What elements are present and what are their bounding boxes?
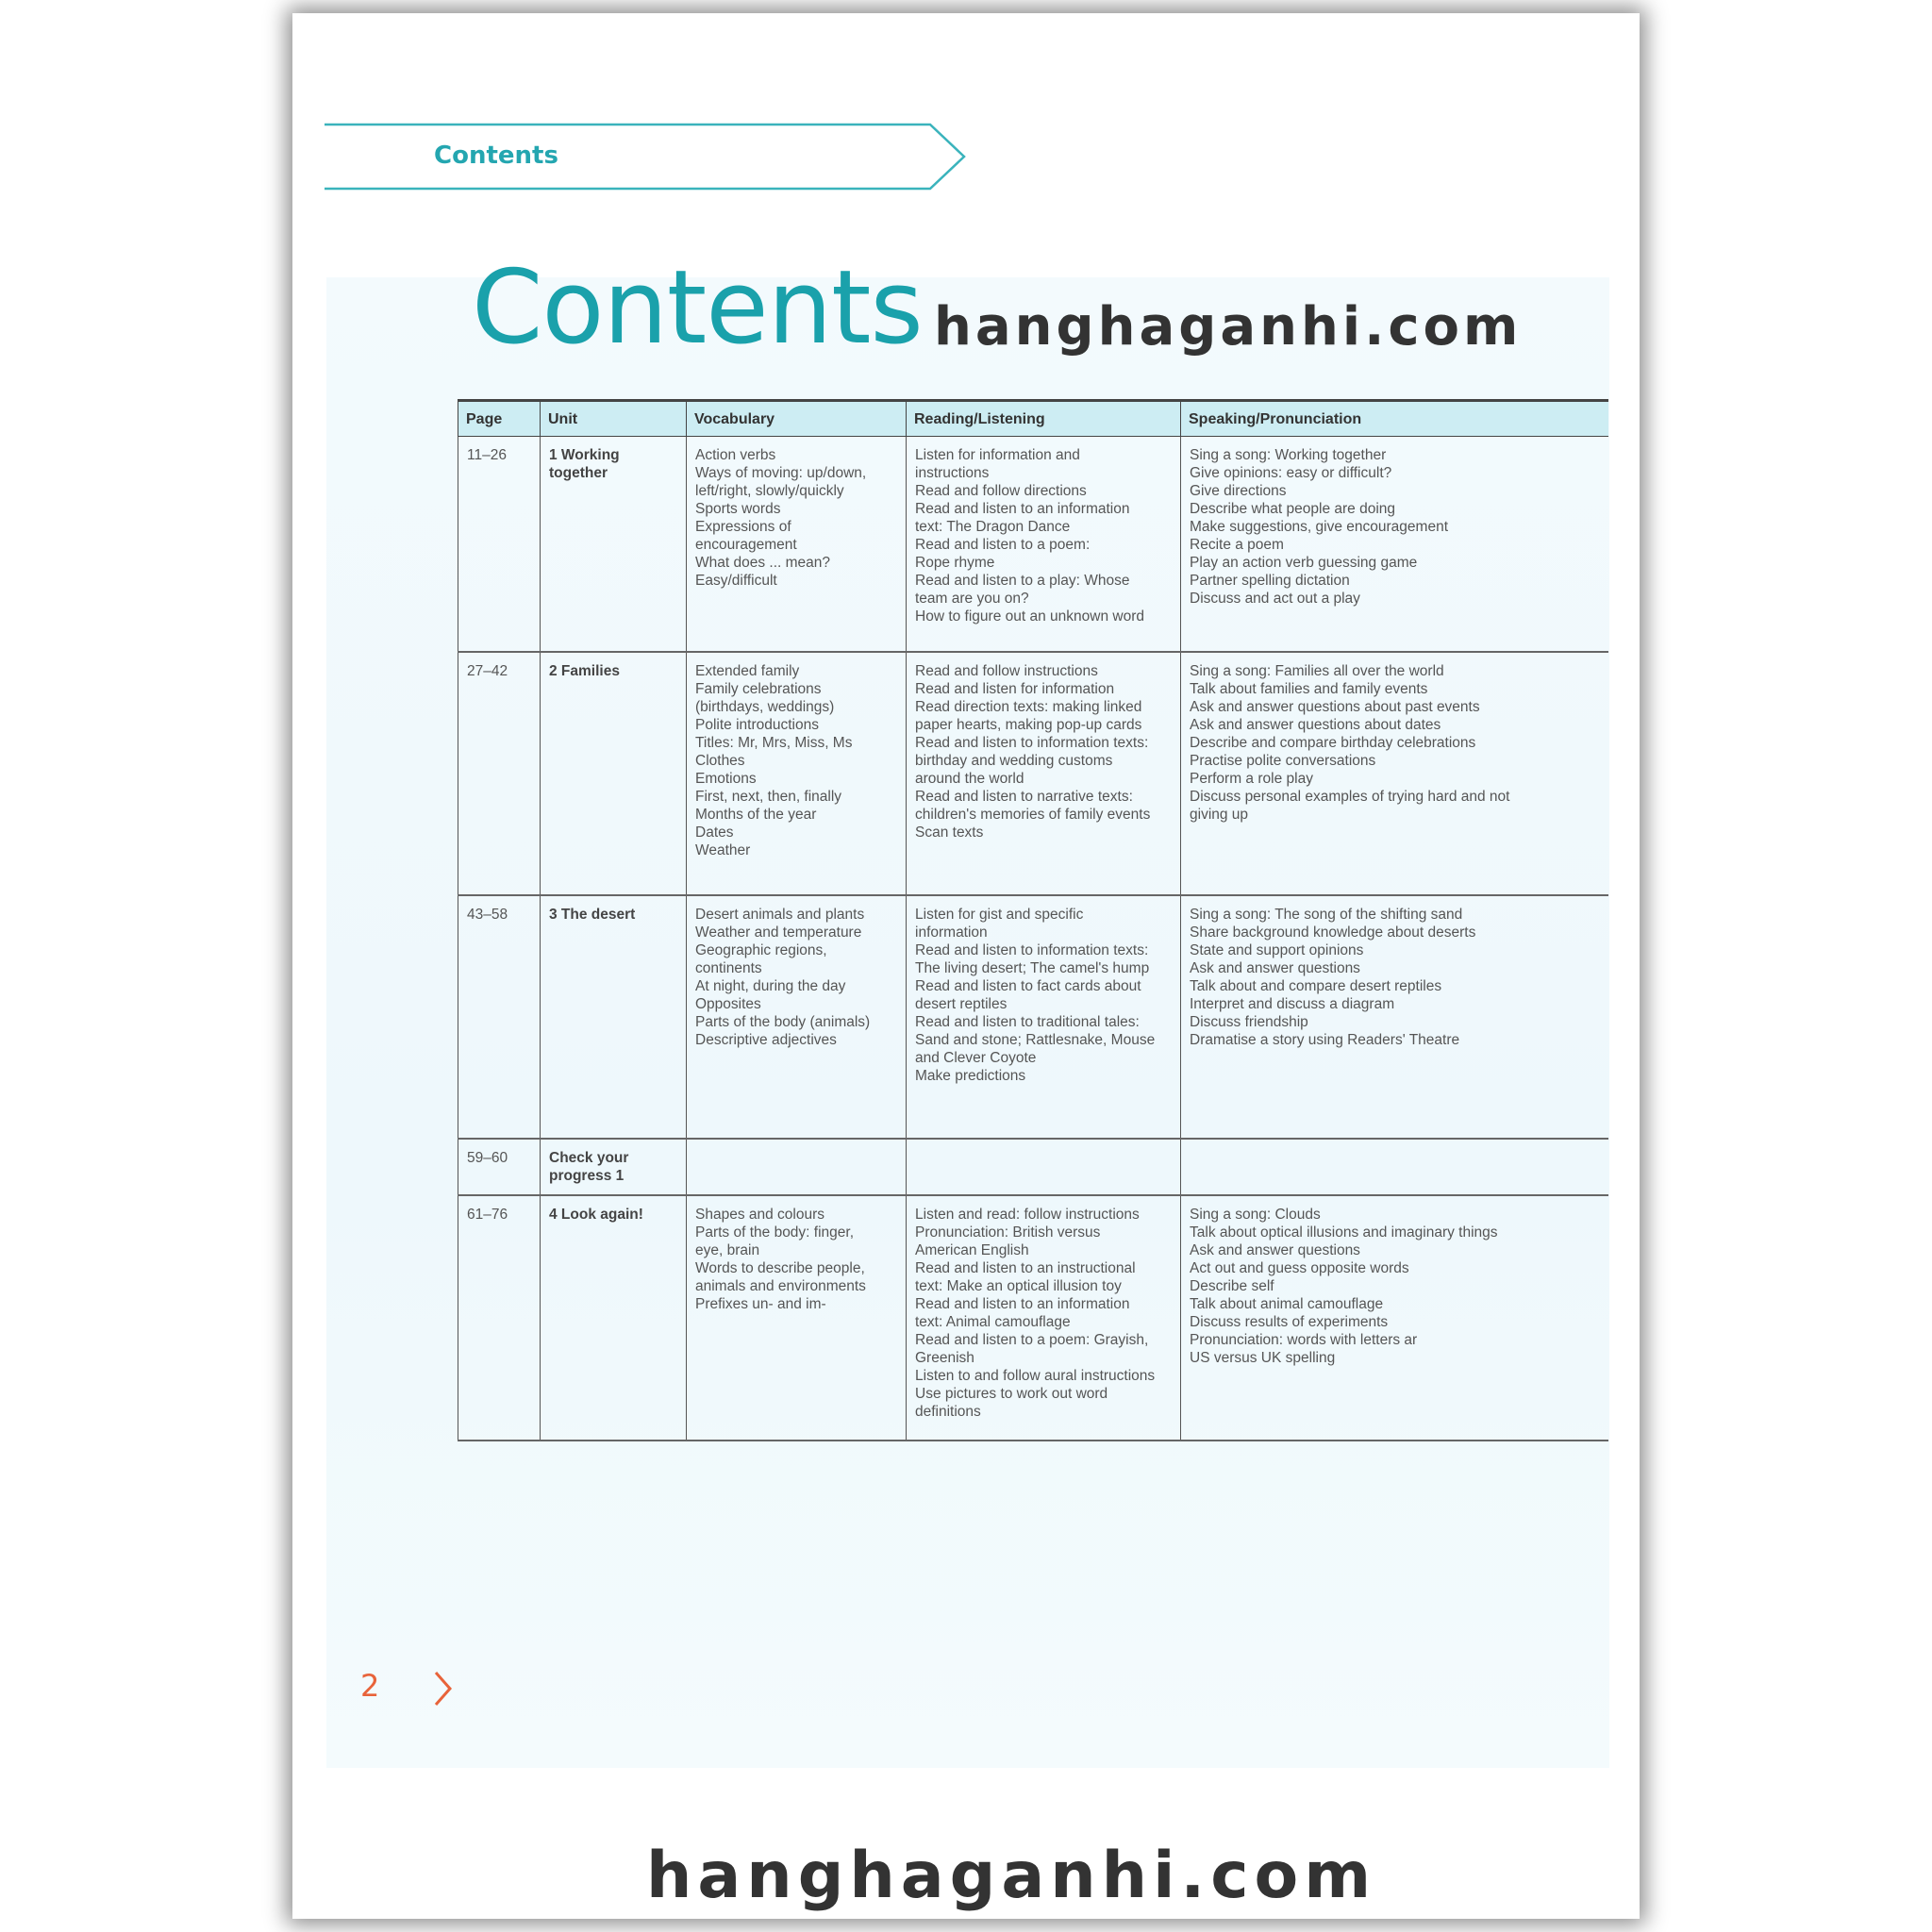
table-row <box>458 1195 1609 1441</box>
reading-line: Scan texts <box>915 824 984 841</box>
page-title: Contents <box>472 249 923 367</box>
speaking-line: Interpret and discuss a diagram <box>1190 995 1395 1012</box>
table-row <box>458 652 1609 895</box>
vocabulary-line: Parts of the body: finger, <box>695 1224 855 1241</box>
unit-cell <box>541 1195 687 1441</box>
unit-line: together <box>549 465 608 481</box>
speaking-line: Play an action verb guessing game <box>1190 555 1418 571</box>
reading-line: Read and listen to a play: Whose <box>915 573 1130 589</box>
vocabulary-line: Ways of moving: up/down, <box>695 465 867 481</box>
speaking-line: Discuss results of experiments <box>1190 1313 1389 1330</box>
vocabulary-line: Opposites <box>695 995 761 1012</box>
page-number: 2 <box>360 1668 380 1704</box>
speaking-line: Share background knowledge about deserts <box>1190 924 1476 941</box>
reading-line: Read and listen for information <box>915 680 1115 697</box>
unit-line: Check your <box>549 1149 629 1166</box>
speaking-line: US versus UK spelling <box>1190 1349 1336 1366</box>
speaking-line: giving up <box>1190 806 1249 823</box>
speaking-line: Practise polite conversations <box>1190 752 1376 769</box>
watermark-bottom: hanghaganhi.com <box>646 1839 1377 1913</box>
reading-line: information <box>915 924 988 941</box>
vocabulary-line: Family celebrations <box>695 680 822 697</box>
unit-cell <box>541 1139 687 1195</box>
speaking-line: Give opinions: easy or difficult? <box>1190 465 1392 481</box>
vocabulary-line: At night, during the day <box>695 977 846 994</box>
speaking-line: Pronunciation: words with letters ar <box>1190 1331 1418 1348</box>
reading-line: Pronunciation: British versus <box>915 1224 1101 1241</box>
reading-cell <box>907 895 1181 1139</box>
vocabulary-line: Expressions of <box>695 519 791 535</box>
speaking-cell <box>1181 437 1609 652</box>
vocabulary-line: What does ... mean? <box>695 555 831 571</box>
vocabulary-line: encouragement <box>695 537 797 553</box>
speaking-cell <box>1181 895 1609 1139</box>
page-cell: 61–76 <box>458 1195 541 1441</box>
vocabulary-line: Easy/difficult <box>695 573 777 589</box>
speaking-line: Recite a poem <box>1190 537 1284 553</box>
section-tab-arrow <box>292 108 972 202</box>
reading-line: definitions <box>915 1403 981 1420</box>
table-row <box>458 895 1609 1139</box>
reading-line: text: Animal camouflage <box>915 1313 1071 1330</box>
speaking-line: Ask and answer questions about dates <box>1190 716 1441 733</box>
table-row <box>458 1139 1609 1195</box>
speaking-line: Partner spelling dictation <box>1190 573 1350 589</box>
document-page <box>292 13 1640 1919</box>
speaking-line: Describe self <box>1190 1277 1274 1294</box>
reading-line: team are you on? <box>915 591 1029 607</box>
vocabulary-line: (birthdays, weddings) <box>695 698 835 715</box>
vocabulary-line: Extended family <box>695 662 800 679</box>
reading-cell <box>907 437 1181 652</box>
speaking-line: Sing a song: Working together <box>1190 447 1387 463</box>
vocabulary-line: eye, brain <box>695 1241 760 1258</box>
unit-cell <box>541 652 687 895</box>
reading-line: text: The Dragon Dance <box>915 519 1071 535</box>
unit-line: progress 1 <box>549 1167 625 1184</box>
reading-line: paper hearts, making pop-up cards <box>915 716 1142 733</box>
header-reading-listening: Reading/Listening <box>907 401 1181 437</box>
watermark-top: hanghaganhi.com <box>934 296 1523 358</box>
reading-line: Read and follow instructions <box>915 662 1098 679</box>
vocabulary-line: Shapes and colours <box>695 1206 825 1223</box>
speaking-line: Talk about and compare desert reptiles <box>1190 977 1442 994</box>
reading-line: Read and listen to narrative texts: <box>915 788 1133 805</box>
speaking-line: Give directions <box>1190 483 1287 499</box>
vocabulary-line: Dates <box>695 824 734 841</box>
speaking-line: Sing a song: Families all over the world <box>1190 662 1444 679</box>
vocabulary-line: Weather <box>695 841 751 858</box>
unit-line: 1 Working <box>549 447 620 463</box>
reading-cell <box>907 1195 1181 1441</box>
speaking-line: Talk about families and family events <box>1190 680 1428 697</box>
reading-line: American English <box>915 1241 1029 1258</box>
reading-line: Read and listen to fact cards about <box>915 977 1141 994</box>
vocabulary-line: First, next, then, finally <box>695 788 842 805</box>
vocabulary-line: Geographic regions, <box>695 941 827 958</box>
header-speaking-pronunciation: Speaking/Pronunciation <box>1181 401 1609 437</box>
unit-cell <box>541 895 687 1139</box>
reading-line: Read and listen to an information <box>915 501 1130 517</box>
header-unit: Unit <box>541 401 687 437</box>
reading-line: Read and follow directions <box>915 483 1087 499</box>
reading-line: Read and listen to a poem: Grayish, <box>915 1331 1149 1348</box>
vocabulary-line: animals and environments <box>695 1277 866 1294</box>
speaking-line: Discuss friendship <box>1190 1013 1308 1030</box>
vocabulary-cell <box>687 895 907 1139</box>
vocabulary-line: Desert animals and plants <box>695 906 865 923</box>
reading-line: Use pictures to work out word <box>915 1385 1108 1402</box>
reading-line: How to figure out an unknown word <box>915 608 1144 625</box>
speaking-cell <box>1181 1139 1609 1195</box>
reading-line: Greenish <box>915 1349 974 1366</box>
unit-line: 3 The desert <box>549 906 636 923</box>
reading-line: Make predictions <box>915 1067 1026 1084</box>
vocabulary-cell <box>687 437 907 652</box>
speaking-line: Talk about animal camouflage <box>1190 1295 1384 1312</box>
vocabulary-line: Months of the year <box>695 806 817 823</box>
vocabulary-line: Titles: Mr, Mrs, Miss, Ms <box>695 734 853 751</box>
reading-cell <box>907 1139 1181 1195</box>
header-page: Page <box>458 401 541 437</box>
speaking-line: Sing a song: Clouds <box>1190 1206 1321 1223</box>
reading-line: Read direction texts: making linked <box>915 698 1142 715</box>
vocabulary-cell <box>687 1139 907 1195</box>
speaking-line: Describe and compare birthday celebrations <box>1190 734 1476 751</box>
reading-line: Read and listen to an instructional <box>915 1259 1136 1276</box>
vocabulary-line: Descriptive adjectives <box>695 1031 837 1048</box>
header-vocabulary: Vocabulary <box>687 401 907 437</box>
vocabulary-line: Action verbs <box>695 447 776 463</box>
reading-line: instructions <box>915 465 990 481</box>
speaking-line: Ask and answer questions about past events <box>1190 698 1480 715</box>
speaking-line: Ask and answer questions <box>1190 959 1360 976</box>
reading-line: Listen and read: follow instructions <box>915 1206 1140 1223</box>
unit-cell <box>541 437 687 652</box>
speaking-line: Discuss personal examples of trying hard and not <box>1190 788 1510 805</box>
vocabulary-line: Sports words <box>695 501 781 517</box>
unit-line: 2 Families <box>549 662 620 679</box>
speaking-line: Discuss and act out a play <box>1190 591 1360 607</box>
vocabulary-cell <box>687 652 907 895</box>
page-cell: 11–26 <box>458 437 541 652</box>
vocabulary-line: Weather and temperature <box>695 924 862 941</box>
reading-line: text: Make an optical illusion toy <box>915 1277 1122 1294</box>
reading-line: Listen to and follow aural instructions <box>915 1367 1156 1384</box>
speaking-line: State and support opinions <box>1190 941 1364 958</box>
reading-line: Read and listen to a poem: <box>915 537 1091 553</box>
reading-line: children's memories of family events <box>915 806 1151 823</box>
table-row <box>458 437 1609 652</box>
vocabulary-line: Emotions <box>695 770 757 787</box>
vocabulary-line: Clothes <box>695 752 745 769</box>
speaking-line: Sing a song: The song of the shifting sand <box>1190 906 1463 923</box>
reading-line: Read and listen to information texts: <box>915 734 1149 751</box>
reading-cell <box>907 652 1181 895</box>
page-cell: 27–42 <box>458 652 541 895</box>
vocabulary-line: Prefixes un- and im- <box>695 1295 826 1312</box>
contents-table <box>458 399 1608 1441</box>
reading-line: Read and listen to an information <box>915 1295 1130 1312</box>
speaking-line: Describe what people are doing <box>1190 501 1395 517</box>
vocabulary-line: Polite introductions <box>695 716 819 733</box>
vocabulary-cell <box>687 1195 907 1441</box>
reading-line: Listen for gist and specific <box>915 906 1084 923</box>
speaking-cell <box>1181 652 1609 895</box>
reading-line: Read and listen to traditional tales: <box>915 1013 1140 1030</box>
vocabulary-line: continents <box>695 959 762 976</box>
page-cell: 43–58 <box>458 895 541 1139</box>
reading-line: and Clever Coyote <box>915 1049 1037 1066</box>
reading-line: desert reptiles <box>915 995 1008 1012</box>
speaking-cell <box>1181 1195 1609 1441</box>
unit-line: 4 Look again! <box>549 1206 643 1223</box>
reading-line: Read and listen to information texts: <box>915 941 1149 958</box>
speaking-line: Ask and answer questions <box>1190 1241 1360 1258</box>
section-tab-label: Contents <box>434 142 558 170</box>
reading-line: birthday and wedding customs <box>915 752 1113 769</box>
vocabulary-line: Parts of the body (animals) <box>695 1013 871 1030</box>
speaking-line: Talk about optical illusions and imaginary things <box>1190 1224 1498 1241</box>
reading-line: The living desert; The camel's hump <box>915 959 1150 976</box>
reading-line: Sand and stone; Rattlesnake, Mouse <box>915 1031 1156 1048</box>
vocabulary-line: Words to describe people, <box>695 1259 865 1276</box>
reading-line: Rope rhyme <box>915 555 995 571</box>
reading-line: around the world <box>915 770 1024 787</box>
chevron-right-icon <box>432 1670 455 1707</box>
reading-line: Listen for information and <box>915 447 1080 463</box>
speaking-line: Act out and guess opposite words <box>1190 1259 1409 1276</box>
vocabulary-line: left/right, slowly/quickly <box>695 483 844 499</box>
speaking-line: Dramatise a story using Readers' Theatre <box>1190 1031 1460 1048</box>
speaking-line: Make suggestions, give encouragement <box>1190 519 1448 535</box>
page-cell: 59–60 <box>458 1139 541 1195</box>
speaking-line: Perform a role play <box>1190 770 1313 787</box>
table-header-row <box>458 401 1609 437</box>
